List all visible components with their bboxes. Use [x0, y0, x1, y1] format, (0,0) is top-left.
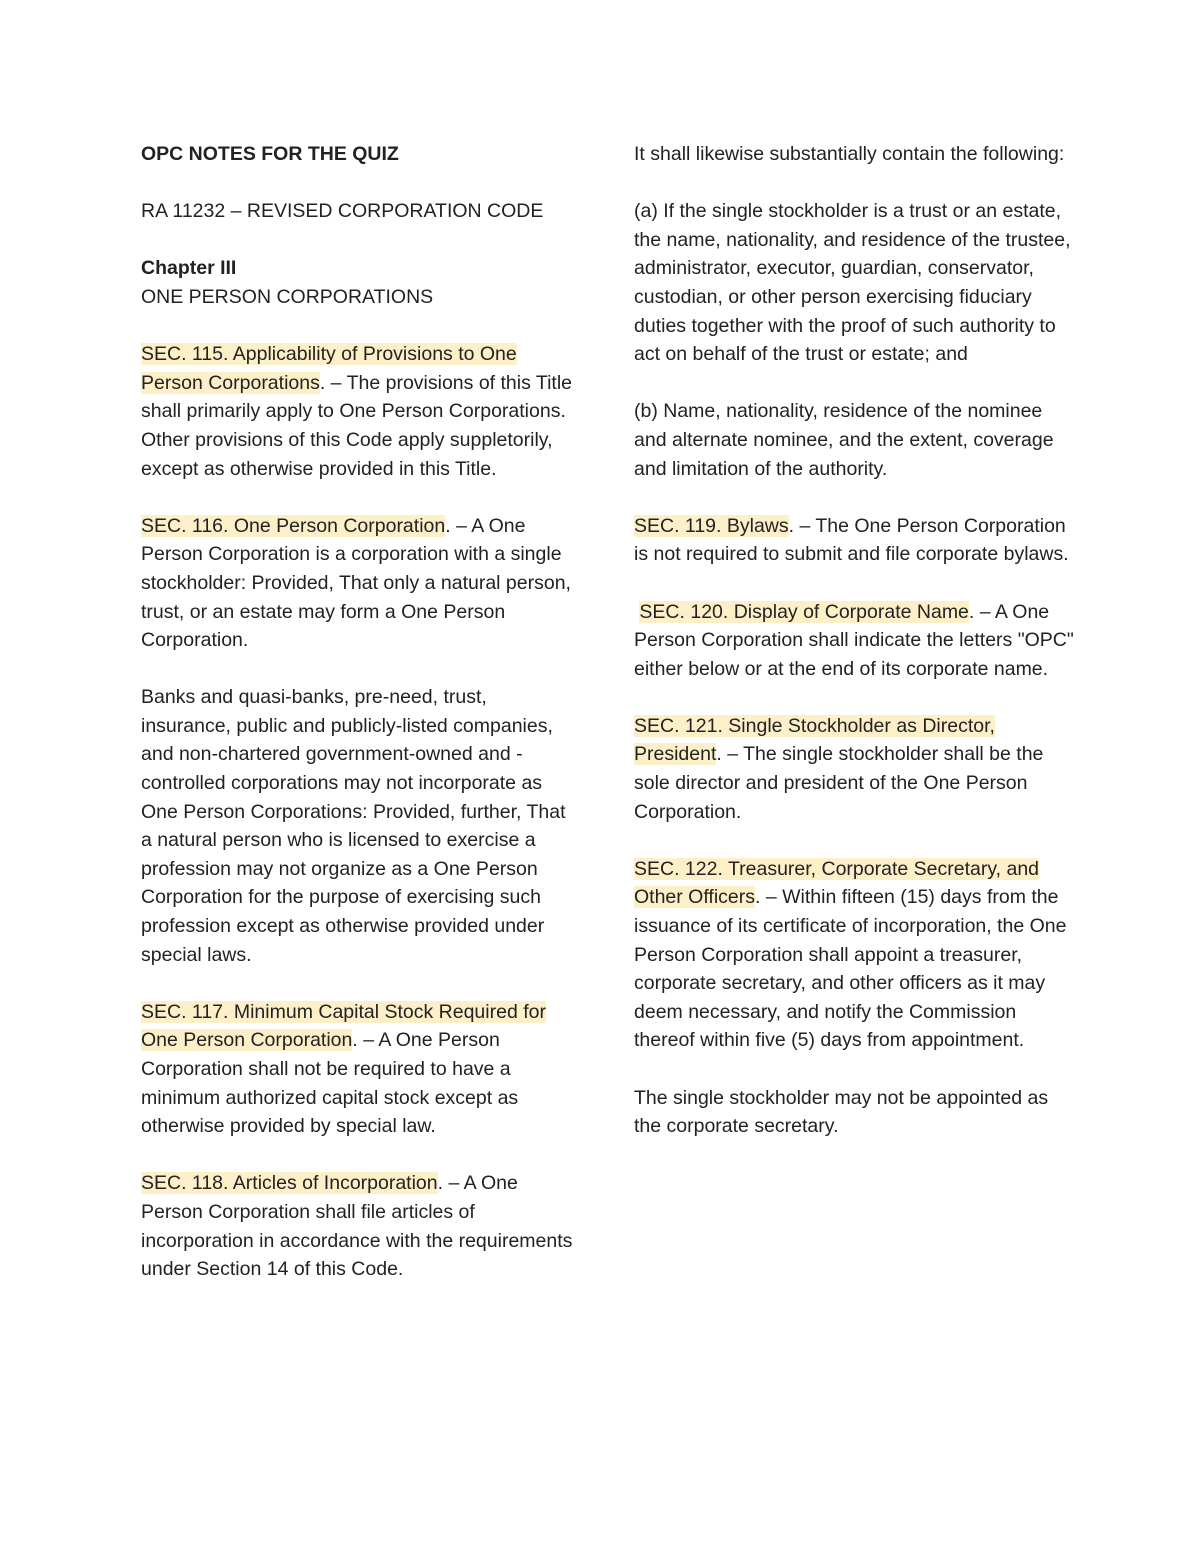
- section-118-paragraph-2: It shall likewise substantially contain the following:: [634, 143, 1065, 165]
- section-115-heading: SEC. 115. Applicability of Provisions to One Person Corporations: [141, 343, 517, 394]
- section-117: [141, 998, 581, 1141]
- section-120-text: . – A One Person Corporation shall indicate the letters "OPC" either below or at the end of its corporate name.: [634, 600, 1074, 680]
- section-116-heading: SEC. 116. One Person Corporation: [141, 514, 446, 537]
- section-118-text: . – A One Person Corporation shall file articles of incorporation in accordance with the requirements under Section 14 of this Code.: [141, 1172, 573, 1281]
- section-121: [634, 712, 1074, 826]
- section-118: [141, 1169, 581, 1283]
- section-117-text: . – A One Person Corporation shall not be required to have a minimum authorized capital stock except as otherwise provided by special law.: [141, 1029, 519, 1138]
- section-118-heading: SEC. 118. Articles of Incorporation: [141, 1172, 438, 1195]
- section-121-heading: SEC. 121. Single Stockholder as Director, President: [634, 714, 995, 766]
- section-120: [634, 598, 1074, 684]
- right-column: [634, 140, 1074, 1169]
- section-118-item-a: (a) If the single stockholder is a trust or an estate, the name, nationality, and residence of the trustee, administrator, executor, guardian, conservator, custodian, or other person exercising fiduciary duties together with the proof of such authority to act on behalf of the trust or estate; and: [634, 200, 1071, 366]
- section-119: [634, 512, 1074, 569]
- document-title: OPC NOTES FOR THE QUIZ: [141, 143, 399, 165]
- section-116-text: . – A One Person Corporation is a corporation with a single stockholder: Provided, That only a natural person, trust, or an estate may form a One Person Corporation.: [141, 514, 571, 652]
- section-121-text: . – The single stockholder shall be the sole director and president of the One Person Corporation.: [634, 743, 1044, 823]
- chapter-block: [141, 254, 581, 311]
- section-115-text: . – The provisions of this Title shall primarily apply to One Person Corporations. Other provisions of this Code apply suppletorily, except as otherwise provided in this Title.: [141, 371, 573, 480]
- section-116-paragraph-2: Banks and quasi-banks, pre-need, trust, insurance, public and publicly-listed companies, and non-chartered government-owned and -controlled corporations may not incorporate as One Person Corporations: Provided, further, That a natural person who is licensed to exercise a profession may not organize as a One Person Corporation for the purpose of exercising such profession except as otherwise provided under special laws.: [141, 686, 566, 966]
- section-118-item-b: (b) Name, nationality, residence of the nominee and alternate nominee, and the extent, coverage and limitation of the authority.: [634, 400, 1054, 480]
- chapter-label: Chapter III: [141, 257, 237, 280]
- section-122-heading: SEC. 122. Treasurer, Corporate Secretary, and Other Officers: [634, 857, 1040, 909]
- left-column: [141, 140, 581, 1312]
- section-122-text: . – Within fifteen (15) days from the issuance of its certificate of incorporation, the One Person Corporation shall appoint a treasurer, corporate secretary, and other officers as it may deem necessary, and notify the Commission thereof within five (5) days from appointment.: [634, 886, 1067, 1052]
- section-120-heading: SEC. 120. Display of Corporate Name: [639, 600, 969, 623]
- section-115: [141, 340, 581, 483]
- law-title: RA 11232 – REVISED CORPORATION CODE: [141, 200, 544, 223]
- section-117-heading: SEC. 117. Minimum Capital Stock Required for One Person Corporation: [141, 1000, 546, 1052]
- chapter-title: ONE PERSON CORPORATIONS: [141, 285, 434, 308]
- section-122-paragraph-2: The single stockholder may not be appointed as the corporate secretary.: [634, 1086, 1049, 1138]
- section-116: [141, 512, 581, 655]
- section-122: [634, 855, 1074, 1055]
- section-119-heading: SEC. 119. Bylaws: [634, 514, 789, 537]
- section-119-text: . – The One Person Corporation is not required to submit and file corporate bylaws.: [634, 514, 1069, 566]
